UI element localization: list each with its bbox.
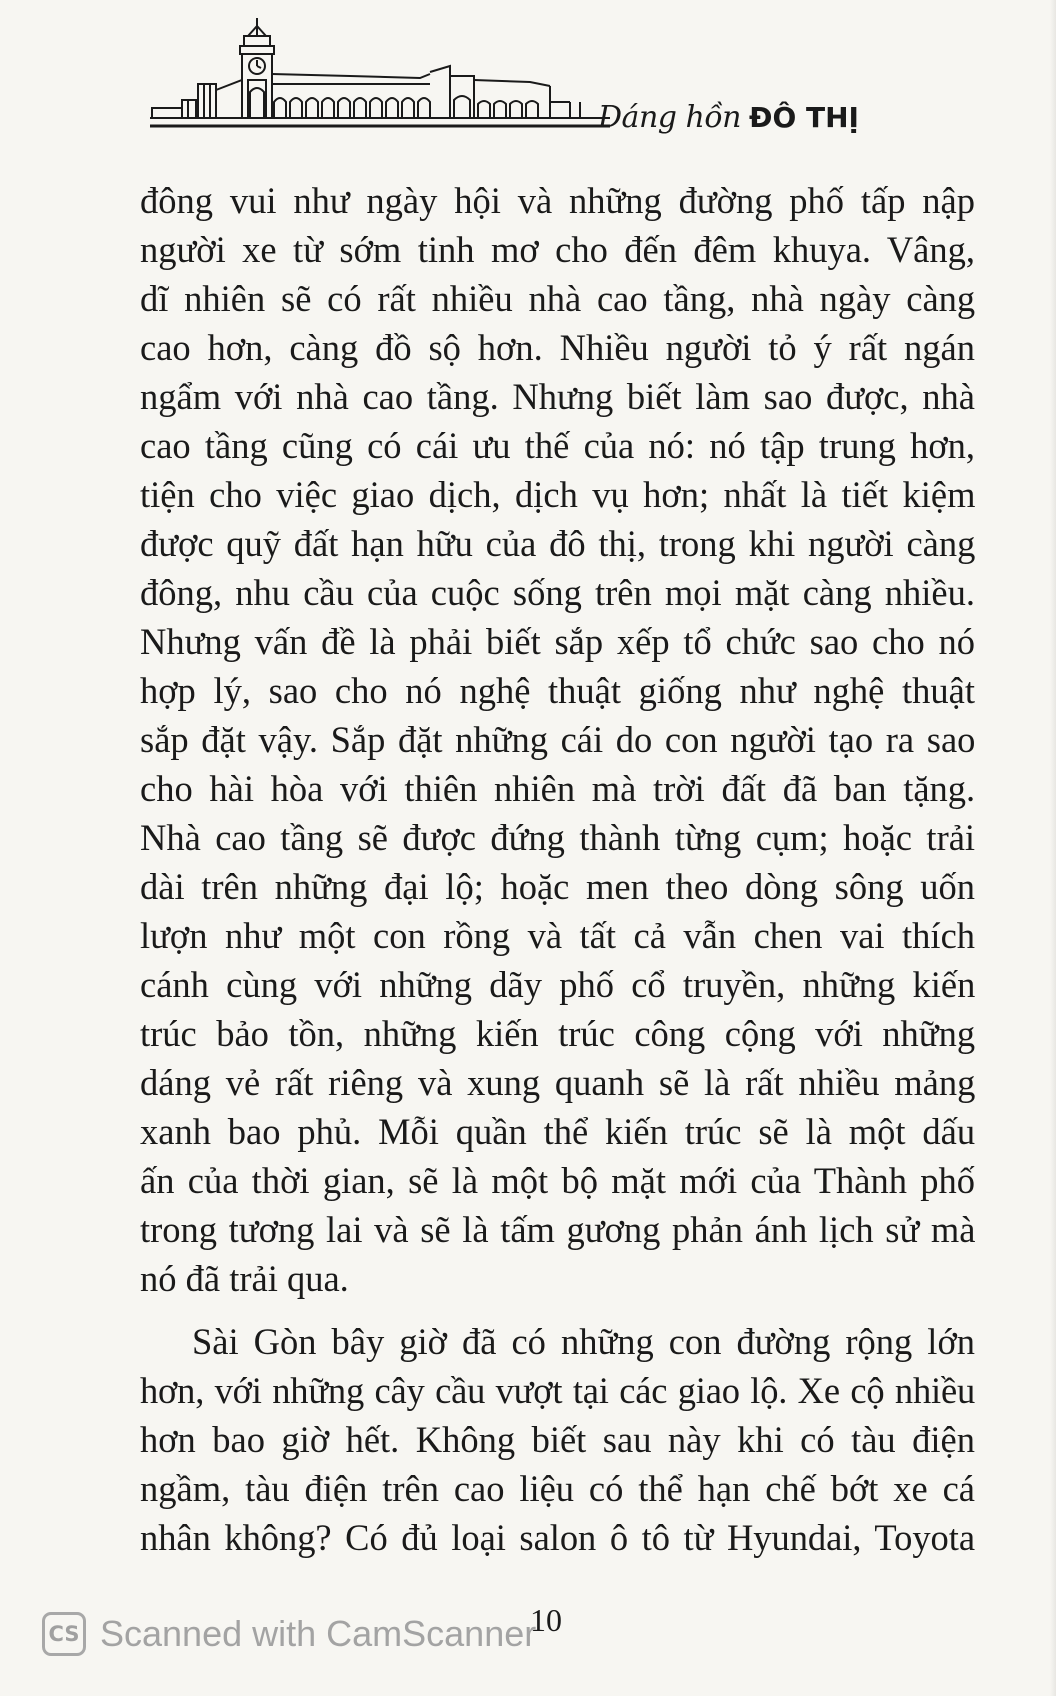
text-line: ngẩm với nhà cao tầng. Nhưng biết làm sao được, nhà: [140, 376, 975, 417]
body-text: [140, 176, 975, 1562]
text-line: Nhà cao tầng sẽ được đứng thành từng cụm; hoặc trải: [140, 817, 976, 858]
text-line: hợp lý, sao cho nó nghệ thuật giống như nghệ thuật: [140, 670, 975, 711]
ben-thanh-market-clocktower-icon: [150, 14, 610, 138]
text-line: tiện cho việc giao dịch, dịch vụ hơn; nhất là tiết kiệm: [140, 474, 976, 515]
page-number: 10: [530, 1602, 562, 1638]
text-line: Nhưng vấn đề là phải biết sắp xếp tổ chức sao cho nó: [140, 621, 975, 662]
text-line: ngầm, tàu điện trên cao liệu có thể hạn chế bớt xe cá: [140, 1468, 975, 1509]
paragraph-2: [140, 1317, 975, 1562]
text-line: xanh bao phủ. Mỗi quần thể kiến trúc sẽ là một dấu: [140, 1111, 976, 1152]
text-line: trong tương lai và sẽ là tấm gương phản ánh lịch sử mà: [140, 1209, 976, 1250]
text-line: cho hài hòa với thiên nhiên mà trời đất đã ban tặng.: [140, 768, 976, 809]
text-line: đông vui như ngày hội và những đường phố tấp nập: [140, 180, 975, 221]
text-line: đông, nhu cầu của cuộc sống trên mọi mặt càng nhiều.: [140, 572, 975, 613]
text-line: trúc bảo tồn, những kiến trúc công cộng với những: [140, 1013, 976, 1054]
scan-edge-shadow: [1050, 0, 1056, 1696]
header-title-script: Dáng hồn: [598, 100, 741, 135]
text-line: nó đã trải qua.: [140, 1258, 349, 1299]
running-header-title: [598, 100, 859, 135]
text-line: hơn, với những cây cầu vượt tại các giao lộ. Xe cộ nhiều: [140, 1370, 975, 1411]
text-line: hơn bao giờ hết. Không biết sau này khi có tàu điện: [140, 1419, 975, 1460]
text-line: ấn của thời gian, sẽ là một bộ mặt mới của Thành phố: [140, 1160, 975, 1201]
text-line: dài trên những đại lộ; hoặc men theo dòng sông uốn: [140, 866, 975, 907]
watermark-text: Scanned with CamScanner: [100, 1613, 537, 1654]
text-line: sắp đặt vậy. Sắp đặt những cái do con người tạo ra sao: [140, 719, 976, 760]
text-line: nhân không? Có đủ loại salon ô tô từ Hyundai, Toyota: [140, 1517, 975, 1558]
text-line: cao tầng cũng có cái ưu thế của nó: nó tập trung hơn,: [140, 425, 975, 466]
running-header: [150, 14, 859, 138]
text-line: cánh cùng với những dãy phố cổ truyền, những kiến: [140, 964, 976, 1005]
camscanner-watermark: [42, 1612, 536, 1656]
text-line: dáng vẻ rất riêng và xung quanh sẽ là rất nhiều mảng: [140, 1062, 976, 1103]
text-line: người xe từ sớm tinh mơ cho đến đêm khuya. Vâng,: [140, 229, 975, 270]
camscanner-logo-icon: CS: [42, 1612, 86, 1656]
text-line: lượn như một con rồng và tất cả vẫn chen vai thích: [140, 915, 976, 956]
paragraph-1: [140, 176, 975, 1303]
header-title-bold: ĐÔ THỊ: [749, 101, 859, 134]
text-line: Sài Gòn bây giờ đã có những con đường rộng lớn: [192, 1321, 975, 1362]
text-line: cao hơn, càng đồ sộ hơn. Nhiều người tỏ ý rất ngán: [140, 327, 975, 368]
text-line: được quỹ đất hạn hữu của đô thị, trong khi người càng: [140, 523, 976, 564]
text-line: dĩ nhiên sẽ có rất nhiều nhà cao tầng, nhà ngày càng: [140, 278, 976, 319]
